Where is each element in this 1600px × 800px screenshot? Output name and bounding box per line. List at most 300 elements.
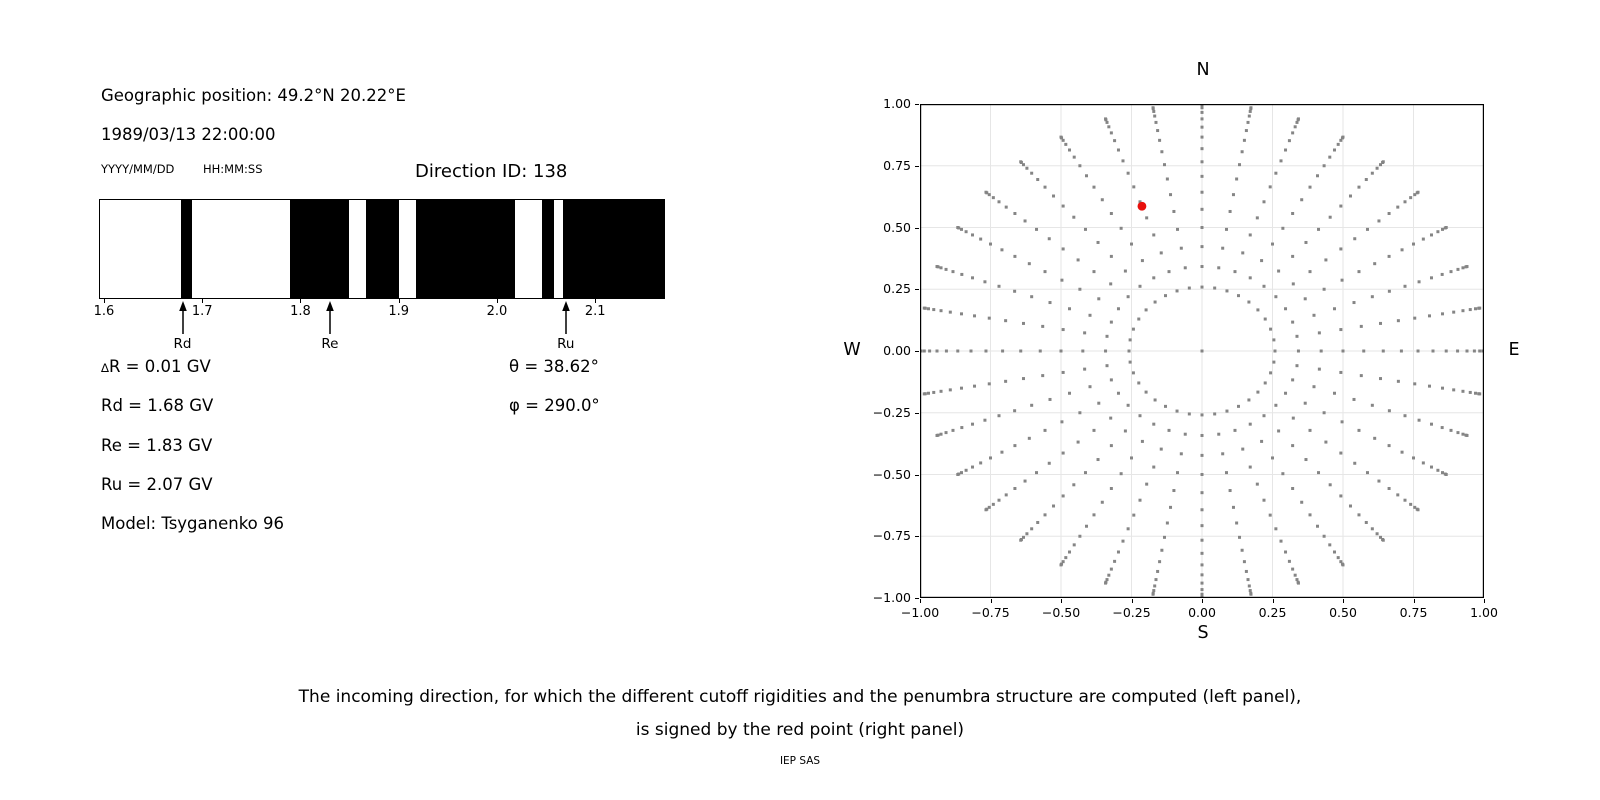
direction-y-tick [915,351,919,352]
direction-dot [1281,227,1284,230]
direction-dot [1412,456,1415,459]
direction-dot [1441,471,1444,474]
direction-dot [1025,532,1028,535]
direction-dot [1428,385,1431,388]
direction-dot [1365,521,1368,524]
cutoff-info-line: Rd = 1.68 GV [101,396,214,416]
compass-west-label: W [843,340,861,360]
direction-dot [956,350,959,353]
direction-dot [1213,412,1216,415]
direction-dot [936,434,939,437]
direction-dot [1152,423,1155,426]
direction-dot [1274,404,1277,407]
direction-dot [1073,543,1076,546]
direction-dot [1201,117,1204,120]
direction-dot [1201,111,1204,114]
direction-dot [1309,186,1312,189]
direction-x-tick [991,599,992,603]
direction-dot [998,285,1001,288]
direction-dot [1176,289,1179,292]
direction-dot [1160,549,1163,552]
direction-dot [936,350,939,353]
direction-dot [979,461,982,464]
direction-dot [1339,205,1342,208]
direction-dot [1201,191,1204,194]
penumbra-band [366,200,398,298]
direction-dot [1000,248,1003,251]
direction-dot [1403,200,1406,203]
direction-dot [1201,563,1204,566]
direction-y-tick [915,289,919,290]
direction-dot [1284,551,1287,554]
direction-dot [1271,243,1274,246]
direction-dot [1113,560,1116,563]
direction-dot [1349,504,1352,507]
direction-dot [1337,143,1340,146]
direction-map-plot [920,104,1484,598]
direction-dot [956,226,959,229]
penumbra-plot [100,200,664,298]
direction-dot [1030,404,1033,407]
direction-dot [1432,350,1435,353]
direction-dot [1362,350,1365,353]
compass-south-label: S [1197,623,1209,643]
direction-dot [1452,388,1455,391]
direction-dot [1013,487,1016,490]
direction-dot [1318,368,1321,371]
direction-dot [1044,513,1047,516]
direction-dot [1269,185,1272,188]
direction-dot [1342,563,1345,566]
direction-dot [1028,437,1031,440]
direction-dot [1249,106,1252,109]
direction-dot [1052,504,1055,507]
direction-dot [1180,452,1183,455]
direction-dot [998,200,1001,203]
direction-dot [928,350,931,353]
direction-dot [989,243,992,246]
direction-x-tick-label: 1.00 [1470,605,1498,620]
direction-x-tick-label: −0.75 [971,605,1010,620]
direction-dot [1201,524,1204,527]
direction-dot [1291,212,1294,215]
penumbra-x-tick [300,299,301,303]
direction-dot [1092,186,1095,189]
direction-dot [1168,270,1171,273]
direction-dot [1465,434,1468,437]
direction-dot [1317,471,1320,474]
direction-map-canvas [920,104,1484,598]
direction-dot [1019,539,1022,542]
direction-dot [992,196,995,199]
direction-dot [1323,411,1326,414]
direction-dot [1049,398,1052,401]
direction-y-tick [915,598,919,599]
direction-dot [1388,409,1391,412]
direction-dot [1450,270,1453,273]
direction-dot [956,473,959,476]
direction-dot [1022,322,1025,325]
cutoff-info-line: Ru = 2.07 GV [101,474,213,494]
direction-dot [1422,461,1425,464]
direction-x-tick-label: −0.25 [1112,605,1151,620]
penumbra-x-tick-label: 2.1 [584,304,606,319]
direction-dot [1024,480,1027,483]
direction-dot [1409,503,1412,506]
direction-dot [1249,110,1252,113]
direction-dot [940,433,943,436]
cutoff-arrow-icon [176,301,190,334]
direction-dot [1089,314,1092,317]
direction-dot [1247,301,1250,304]
direction-dot [1417,350,1420,353]
direction-dot [1284,307,1287,310]
direction-dot [1396,206,1399,209]
direction-dot [1291,487,1294,490]
phi-label: φ = 290.0° [509,396,600,415]
direction-dot [1124,429,1127,432]
direction-dot [1022,377,1025,380]
cutoff-info-line: Re = 1.83 GV [101,435,213,455]
direction-dot [1245,129,1248,132]
direction-dot [1341,420,1344,423]
direction-dot [945,350,948,353]
direction-dot [1164,405,1167,408]
direction-dot [1441,273,1444,276]
direction-dot [1068,307,1071,310]
direction-dot [992,503,995,506]
direction-dot [1297,117,1300,120]
direction-dot [1445,350,1448,353]
direction-dot [983,419,986,422]
direction-dot [973,385,976,388]
direction-dot [1295,121,1298,124]
direction-dot [1237,294,1240,297]
direction-dot [971,276,974,279]
direction-dot [1141,259,1144,262]
direction-dot [1005,493,1008,496]
direction-dot [1052,195,1055,198]
direction-y-tick [915,228,919,229]
direction-dot [1304,402,1307,405]
direction-dot [1145,391,1148,394]
direction-dot [1041,374,1044,377]
direction-dot [1436,469,1439,472]
direction-dot [1366,471,1369,474]
direction-dot [1430,276,1433,279]
direction-dot [1106,578,1109,581]
direction-dot [1127,295,1130,298]
direction-dot [1201,588,1204,591]
direction-dot [1243,139,1246,142]
direction-dot [1418,280,1421,283]
direction-dot [1235,177,1238,180]
direction-dot [1072,483,1075,486]
direction-y-tick-label: 0.00 [883,343,911,358]
penumbra-x-tick [104,299,105,303]
direction-dot [1403,414,1406,417]
direction-dot [1288,560,1291,563]
direction-dot [1333,307,1336,310]
direction-dot [1241,549,1244,552]
direction-dot [1201,265,1204,268]
direction-dot [1168,429,1171,432]
direction-dot [1201,473,1204,476]
direction-dot [1373,262,1376,265]
direction-dot [1110,212,1113,215]
direction-dot [1320,350,1323,353]
direction-dot [1452,311,1455,314]
direction-dot [1153,115,1156,118]
direction-dot [1201,539,1204,542]
direction-dot [1272,338,1275,341]
direction-dot [936,265,939,268]
direction-dot [1106,364,1109,367]
direction-dot [1461,433,1464,436]
direction-dot [1081,350,1084,353]
direction-dot [1225,471,1228,474]
direction-dot [1024,219,1027,222]
date-format-label: YYYY/MM/DD [101,162,175,176]
direction-dot [965,469,968,472]
direction-dot [1028,262,1031,265]
direction-dot [988,317,991,320]
direction-dot [945,431,948,434]
direction-dot [1107,574,1110,577]
direction-dot [1371,172,1374,175]
direction-dot [1288,139,1291,142]
direction-dot [1403,285,1406,288]
direction-dot [1269,328,1272,331]
direction-dot [1312,314,1315,317]
direction-dot [1277,270,1280,273]
direction-dot [1110,255,1113,258]
direction-dot [1121,540,1124,543]
direction-dot [1044,429,1047,432]
direction-dot [1469,308,1472,311]
direction-dot [1349,195,1352,198]
direction-dot [1473,350,1476,353]
direction-dot [1318,331,1321,334]
direction-dot [1232,506,1235,509]
direction-dot [1445,226,1448,229]
direction-dot [1176,228,1179,231]
direction-dot [1110,321,1113,324]
direction-dot [1342,136,1345,139]
direction-dot [1274,172,1277,175]
direction-dot [1300,501,1303,504]
direction-dot [1184,266,1187,269]
direction-dot [932,391,935,394]
direction-dot [1083,331,1086,334]
direction-dot [940,266,943,269]
direction-dot [960,387,963,390]
compass-east-label: E [1508,340,1520,360]
direction-dot [960,273,963,276]
direction-dot [1084,228,1087,231]
direction-dot [988,382,991,385]
direction-dot [971,423,974,426]
direction-dot [1241,448,1244,451]
direction-dot [1062,452,1065,455]
direction-dot [1388,487,1391,490]
direction-dot [1160,251,1163,254]
direction-dot [1249,423,1252,426]
direction-dot [1156,570,1159,573]
direction-dot [1339,328,1342,331]
direction-dot [1323,288,1326,291]
direction-dot [1117,551,1120,554]
direction-dot [1060,136,1063,139]
direction-dot [1264,381,1267,384]
direction-dot [1304,297,1307,300]
direction-dot [1201,350,1204,353]
direction-dot [1201,413,1204,416]
direction-dot [1474,392,1477,395]
cutoff-info-line: ∆R = 0.01 GV [101,357,211,376]
direction-dot [1260,259,1263,262]
direction-dot [1281,472,1284,475]
direction-dot [1365,178,1368,181]
direction-x-tick [1061,599,1062,603]
direction-dot [1201,593,1204,596]
direction-dot [1441,228,1444,231]
direction-dot [1324,258,1327,261]
direction-dot [969,350,972,353]
direction-dot [932,308,935,311]
direction-dot [1235,522,1238,525]
direction-dot [1329,483,1332,486]
direction-dot [1060,350,1063,353]
direction-dot [1377,219,1380,222]
direction-dot [1132,185,1135,188]
direction-dot [1382,539,1385,542]
direction-dot [1413,317,1416,320]
cutoff-arrow-label: Ru [557,336,575,352]
penumbra-x-tick-label: 1.9 [388,304,410,319]
direction-dot [1048,462,1051,465]
cutoff-arrow-icon [323,301,337,334]
direction-dot [1092,270,1095,273]
direction-dot [960,471,963,474]
direction-dot [1291,321,1294,324]
direction-dot [1048,237,1051,240]
direction-dot [1013,212,1016,215]
direction-dot [1478,392,1481,395]
direction-dot [940,390,943,393]
direction-dot [1030,527,1033,530]
direction-dot [1201,245,1204,248]
direction-dot [1132,371,1135,374]
direction-dot [1152,110,1155,113]
direction-dot [1274,527,1277,530]
direction-dot [1128,350,1131,353]
direction-dot [1256,483,1259,486]
direction-dot [1158,560,1161,563]
selected-direction-point [1138,202,1147,211]
direction-dot [945,268,948,271]
direction-dot [1388,290,1391,293]
direction-dot [1127,527,1130,530]
direction-dot [1201,126,1204,129]
direction-dot [1272,361,1275,364]
direction-dot [1371,404,1374,407]
direction-dot [1201,208,1204,211]
direction-dot [1109,282,1112,285]
direction-dot [1323,535,1326,538]
direction-dot [1273,350,1276,353]
direction-dot [1120,472,1123,475]
direction-dot [1062,247,1065,250]
direction-dot [1013,255,1016,258]
direction-y-tick [915,536,919,537]
direction-dot [1413,382,1416,385]
direction-dot [1225,289,1228,292]
direction-dot [1376,167,1379,170]
direction-dot [1201,226,1204,229]
direction-dot [951,429,954,432]
direction-dot [1295,578,1298,581]
direction-dot [1130,456,1133,459]
direction-dot [1292,417,1295,420]
direction-y-tick [915,413,919,414]
direction-dot [1154,578,1157,581]
direction-dot [1172,210,1175,213]
direction-id-label: Direction ID: 138 [415,161,568,182]
penumbra-x-tick-label: 1.6 [93,304,115,319]
direction-dot [1441,312,1444,315]
direction-x-tick-label: −0.50 [1041,605,1081,620]
direction-dot [923,392,926,395]
direction-dot [1291,255,1294,258]
direction-dot [998,414,1001,417]
direction-x-tick [1202,599,1203,603]
datetime-label: 1989/03/13 22:00:00 [101,125,276,144]
direction-dot [1329,216,1332,219]
direction-dot [1260,440,1263,443]
direction-dot [1188,287,1191,290]
direction-dot [1107,125,1110,128]
direction-y-tick [915,166,919,167]
direction-dot [1337,556,1340,559]
direction-dot [1035,228,1038,231]
direction-dot [927,307,930,310]
direction-dot [1357,270,1360,273]
direction-dot [1456,350,1459,353]
direction-dot [965,230,968,233]
direction-dot [989,456,992,459]
direction-dot [1004,380,1007,383]
direction-dot [1247,578,1250,581]
direction-dot [1352,301,1355,304]
direction-dot [1036,521,1039,524]
direction-dot [1461,309,1464,312]
direction-dot [1152,233,1155,236]
direction-x-tick [1132,599,1133,603]
direction-dot [1137,318,1140,321]
cutoff-arrow-label: Rd [173,336,192,352]
direction-dot [1121,159,1124,162]
direction-dot [1291,131,1294,134]
direction-dot [1176,471,1179,474]
direction-dot [1238,163,1241,166]
direction-dot [1092,513,1095,516]
direction-dot [1154,398,1157,401]
direction-dot [1376,532,1379,535]
direction-dot [1323,164,1326,167]
direction-dot [1241,251,1244,254]
direction-dot [1154,121,1157,124]
